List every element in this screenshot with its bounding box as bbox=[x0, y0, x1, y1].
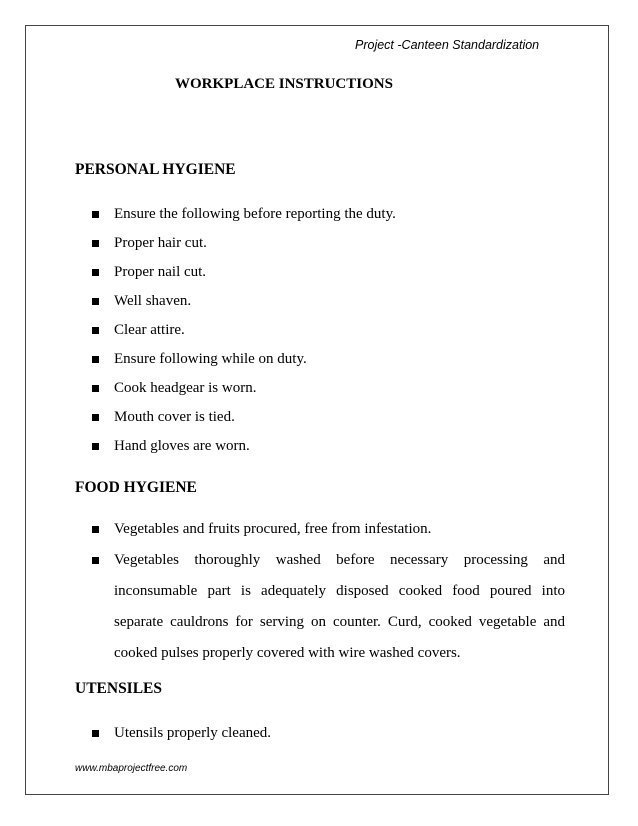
list-item bbox=[90, 345, 565, 374]
utensils-list bbox=[90, 719, 565, 748]
list-item-text: Ensure following while on duty. bbox=[114, 351, 307, 367]
list-item bbox=[90, 287, 565, 316]
header-project-label: Project -Canteen Standardization bbox=[355, 38, 540, 52]
list-item bbox=[90, 514, 565, 545]
list-item bbox=[90, 545, 565, 669]
square-bullet-icon bbox=[92, 385, 99, 392]
personal-hygiene-list bbox=[90, 200, 565, 461]
square-bullet-icon bbox=[92, 269, 99, 276]
square-bullet-icon bbox=[92, 327, 99, 334]
list-item-text: Vegetables and fruits procured, free from infestation. bbox=[114, 521, 432, 537]
square-bullet-icon bbox=[92, 414, 99, 421]
list-item bbox=[90, 200, 565, 229]
list-item-text: Proper hair cut. bbox=[114, 235, 207, 251]
food-hygiene-list bbox=[90, 514, 565, 669]
list-item bbox=[90, 432, 565, 461]
list-item-text: Utensils properly cleaned. bbox=[114, 725, 272, 741]
list-item bbox=[90, 258, 565, 287]
list-item-text: Vegetables thoroughly washed before necessary processing and inconsumable part is adequately disposed cooked food poured into separate cauldrons for serving on counter. Curd, cooked vegetable and cooked pulses properly covered with wire washed covers. bbox=[114, 552, 565, 661]
footer-website: www.mbaprojectfree.com bbox=[75, 763, 188, 774]
section-heading-utensils: UTENSILES bbox=[75, 680, 163, 697]
section-heading-personal-hygiene: PERSONAL HYGIENE bbox=[75, 161, 236, 178]
list-item-text: Ensure the following before reporting the duty. bbox=[114, 206, 396, 222]
square-bullet-icon bbox=[92, 356, 99, 363]
square-bullet-icon bbox=[92, 298, 99, 305]
square-bullet-icon bbox=[92, 557, 99, 564]
list-item-text: Mouth cover is tied. bbox=[114, 409, 235, 425]
list-item-text: Clear attire. bbox=[114, 322, 185, 338]
list-item-text: Cook headgear is worn. bbox=[114, 380, 257, 396]
list-item bbox=[90, 374, 565, 403]
document-title: WORKPLACE INSTRUCTIONS bbox=[175, 76, 393, 92]
square-bullet-icon bbox=[92, 730, 99, 737]
list-item bbox=[90, 403, 565, 432]
list-item-text: Proper nail cut. bbox=[114, 264, 207, 280]
square-bullet-icon bbox=[92, 526, 99, 533]
list-item bbox=[90, 719, 565, 748]
square-bullet-icon bbox=[92, 443, 99, 450]
square-bullet-icon bbox=[92, 240, 99, 247]
list-item-text: Hand gloves are worn. bbox=[114, 438, 250, 454]
list-item-text: Well shaven. bbox=[114, 293, 192, 309]
square-bullet-icon bbox=[92, 211, 99, 218]
section-heading-food-hygiene: FOOD HYGIENE bbox=[75, 479, 197, 496]
list-item bbox=[90, 316, 565, 345]
list-item bbox=[90, 229, 565, 258]
